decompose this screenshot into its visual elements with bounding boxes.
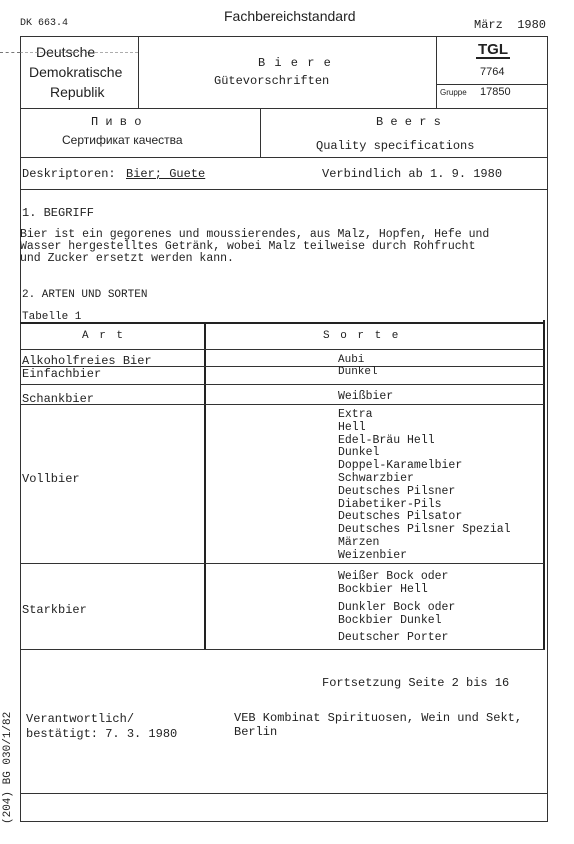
section-2-heading: 2. ARTEN UND SORTEN (22, 289, 148, 301)
column-header-art: A r t (82, 330, 126, 342)
binding-date: Verbindlich ab 1. 9. 1980 (322, 167, 503, 181)
table-column-divider (204, 322, 206, 650)
sorte-item: Hell (338, 420, 366, 434)
sorte-item: Bockbier Hell (338, 583, 428, 596)
sorte-item: Deutsches Pilsner Spezial (338, 523, 511, 537)
section-1-text-line-2: Wasser hergestelltes Getränk, wobei Malz teilweise durch Rohfrucht (20, 240, 476, 253)
sorte-item: Deutsches Pilsner (338, 484, 456, 498)
column-header-sorte: S o r t e (323, 330, 401, 342)
table-row-art: Alkoholfreies Bier (22, 354, 152, 368)
sorte-list-vollbier (338, 409, 511, 563)
org-line-1: Deutsche (36, 44, 96, 60)
table-top-border (20, 322, 545, 324)
sorte-item: Diabetiker-Pils (338, 497, 442, 511)
gruppe-label: Gruppe (440, 88, 467, 97)
table-row-sorte: Aubi (338, 354, 365, 366)
subtitle-en: Quality specifications (316, 139, 475, 153)
sorte-item: Deutscher Porter (338, 631, 449, 644)
sorte-item: Doppel-Karamelbier (338, 459, 463, 473)
org-line-2: Demokratische (29, 64, 123, 80)
title-en: B e e r s (376, 115, 441, 129)
title-de: B i e r e (258, 56, 332, 70)
title-ru: П и в о (91, 115, 142, 129)
standard-type: Fachbereichstandard (224, 8, 356, 24)
sorte-item: Dunkel (338, 446, 380, 460)
org-line-3: Republik (50, 84, 105, 100)
sorte-item: Schwarzbier (338, 471, 414, 485)
subtitle-ru: Сертификат качества (62, 133, 183, 147)
subtitle-de: Gütevorschriften (214, 74, 330, 88)
section-1-text-line-1: Bier ist ein gegorenes und moussierendes, aus Malz, Hopfen, Hefe und (20, 228, 490, 241)
table-right-border (543, 320, 545, 650)
doc-code: DK 663.4 (20, 18, 69, 29)
sorte-item: Deutsches Pilsator (338, 510, 463, 524)
tgl-logo: TGL (478, 41, 508, 58)
side-code: (204) BG 030/1/82 (2, 711, 14, 824)
tgl-number: 7764 (480, 66, 505, 78)
table-row-art: Einfachbier (22, 367, 102, 381)
gruppe-number: 17850 (480, 86, 511, 98)
table-bottom-border (20, 649, 545, 650)
sorte-item: Bockbier Dunkel (338, 614, 442, 627)
descriptors-value: Bier; Guete (126, 167, 206, 181)
sorte-item: Extra (338, 408, 373, 421)
section-1-text-line-3: und Zucker ersetzt werden kann. (20, 252, 234, 265)
sorte-item: Dunkler Bock oder (338, 601, 456, 614)
sorte-item: Weißer Bock oder (338, 570, 449, 583)
sorte-item: Edel-Bräu Hell (338, 433, 435, 447)
responsible-line-1: Verantwortlich/ (26, 712, 135, 726)
sorte-item: Weizenbier (338, 548, 408, 562)
section-1-heading: 1. BEGRIFF (22, 206, 95, 220)
sorte-item: Märzen (338, 535, 380, 549)
table-row-art: Vollbier (22, 472, 80, 486)
table-row-art: Starkbier (22, 603, 87, 617)
table-caption: Tabelle 1 (22, 311, 82, 323)
publisher-line-2: Berlin (234, 725, 278, 739)
descriptors-label: Deskriptoren: (22, 167, 116, 181)
table-row-sorte: Dunkel (338, 366, 378, 378)
table-row-sorte: Weißbier (338, 390, 394, 403)
table-row-art: Schankbier (22, 392, 95, 406)
continuation-note: Fortsetzung Seite 2 bis 16 (322, 676, 510, 690)
document-date: März 1980 (474, 18, 547, 32)
publisher-line-1: VEB Kombinat Spirituosen, Wein und Sekt, (234, 711, 523, 725)
responsible-line-2: bestätigt: 7. 3. 1980 (26, 727, 178, 741)
